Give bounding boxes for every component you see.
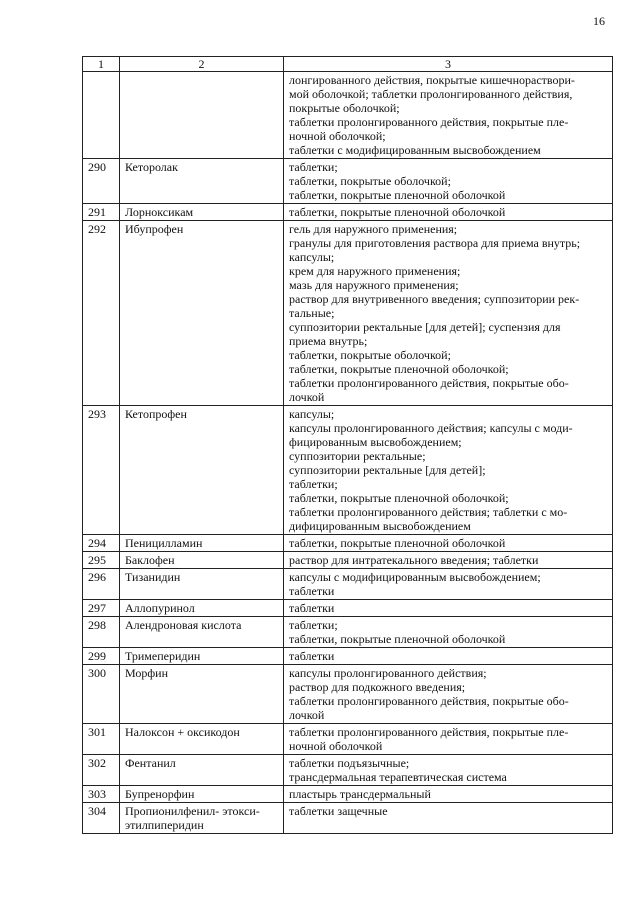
drug-name: Морфин xyxy=(120,665,284,724)
drug-name xyxy=(120,72,284,159)
dosage-form-line: таблетки пролонгированного действия, покрытые пле- xyxy=(289,725,569,739)
dosage-form-line: таблетки xyxy=(289,584,335,598)
row-number xyxy=(83,72,120,159)
dosage-forms xyxy=(284,665,613,724)
dosage-form-line: таблетки пролонгированного действия; таблетки с мо- xyxy=(289,505,568,519)
table-row xyxy=(83,648,613,665)
dosage-form-line: суппозитории ректальные [для детей]; xyxy=(289,463,486,477)
dosage-form-line: крем для наружного применения; xyxy=(289,264,461,278)
dosage-form-line xyxy=(289,818,609,832)
dosage-form-line: таблетки, покрытые оболочкой; xyxy=(289,174,451,188)
dosage-form-line: таблетки, покрытые пленочной оболочкой; xyxy=(289,491,509,505)
dosage-form-line: фицированным высвобождением; xyxy=(289,435,462,449)
drug-name: Аллопуринол xyxy=(120,600,284,617)
drug-name: Налоксон + оксикодон xyxy=(120,724,284,755)
row-number: 291 xyxy=(83,204,120,221)
dosage-form-line: покрытые оболочкой; xyxy=(289,101,400,115)
row-number: 290 xyxy=(83,159,120,204)
dosage-form-line: таблетки; xyxy=(289,477,338,491)
drug-name: Лорноксикам xyxy=(120,204,284,221)
table-row xyxy=(83,600,613,617)
drug-name: Пеницилламин xyxy=(120,535,284,552)
dosage-form-line: тальные; xyxy=(289,306,335,320)
dosage-form-line: капсулы; xyxy=(289,250,335,264)
drug-name: Фентанил xyxy=(120,755,284,786)
dosage-form-line: лонгированного действия, покрытые кишечнораствори- xyxy=(289,73,575,87)
dosage-form-line: таблетки пролонгированного действия, покрытые обо- xyxy=(289,694,569,708)
table-row xyxy=(83,221,613,406)
drug-name: Бупренорфин xyxy=(120,786,284,803)
row-number: 296 xyxy=(83,569,120,600)
table-row xyxy=(83,803,613,834)
dosage-forms xyxy=(284,803,613,834)
dosage-forms xyxy=(284,159,613,204)
table-body xyxy=(83,72,613,834)
dosage-form-line: таблетки пролонгированного действия, покрытые обо- xyxy=(289,376,569,390)
dosage-forms xyxy=(284,648,613,665)
table-row xyxy=(83,552,613,569)
dosage-forms xyxy=(284,204,613,221)
dosage-form-line: таблетки; xyxy=(289,618,338,632)
dosage-form-line: таблетки, покрытые оболочкой; xyxy=(289,348,451,362)
dosage-forms xyxy=(284,569,613,600)
dosage-form-line: таблетки, покрытые пленочной оболочкой xyxy=(289,536,506,550)
dosage-form-line: ночной оболочкой; xyxy=(289,129,386,143)
dosage-form-line: раствор для интратекального введения; таблетки xyxy=(289,553,539,567)
table-row xyxy=(83,786,613,803)
table-row xyxy=(83,755,613,786)
dosage-forms xyxy=(284,552,613,569)
table-row xyxy=(83,665,613,724)
dosage-form-line: дифицированным высвобождением xyxy=(289,519,471,533)
dosage-forms xyxy=(284,617,613,648)
table-row xyxy=(83,724,613,755)
dosage-forms xyxy=(284,535,613,552)
dosage-form-line: таблетки, покрытые пленочной оболочкой xyxy=(289,632,506,646)
dosage-forms xyxy=(284,72,613,159)
drug-name: Алендроновая кислота xyxy=(120,617,284,648)
row-number: 299 xyxy=(83,648,120,665)
column-header-1: 1 xyxy=(83,57,120,72)
dosage-form-line: мазь для наружного применения; xyxy=(289,278,459,292)
dosage-form-line: таблетки, покрытые пленочной оболочкой xyxy=(289,205,506,219)
dosage-form-line: таблетки; xyxy=(289,160,338,174)
dosage-form-line: капсулы пролонгированного действия; капсулы с моди- xyxy=(289,421,573,435)
drug-name: Тримеперидин xyxy=(120,648,284,665)
drug-name: Ибупрофен xyxy=(120,221,284,406)
drug-name: Кеторолак xyxy=(120,159,284,204)
dosage-form-line: ночной оболочкой xyxy=(289,739,383,753)
drug-name: Пропионилфенил- этокси- этилпиперидин xyxy=(120,803,284,834)
dosage-form-line: суппозитории ректальные; xyxy=(289,449,426,463)
drug-table xyxy=(82,56,613,834)
dosage-form-line: таблетки xyxy=(289,649,335,663)
dosage-form-line: лочкой xyxy=(289,708,325,722)
dosage-form-line: таблетки подъязычные; xyxy=(289,756,410,770)
dosage-form-line: таблетки xyxy=(289,601,335,615)
row-number: 302 xyxy=(83,755,120,786)
row-number: 304 xyxy=(83,803,120,834)
dosage-form-line: лочкой xyxy=(289,390,325,404)
column-header-2: 2 xyxy=(120,57,284,72)
row-number: 298 xyxy=(83,617,120,648)
dosage-form-line: раствор для внутривенного введения; суппозитории рек- xyxy=(289,292,580,306)
table-row xyxy=(83,406,613,535)
row-number: 293 xyxy=(83,406,120,535)
table-row xyxy=(83,617,613,648)
dosage-form-line: приема внутрь; xyxy=(289,334,368,348)
table-row xyxy=(83,204,613,221)
dosage-form-line: гранулы для приготовления раствора для приема внутрь; xyxy=(289,236,581,250)
dosage-form-line: пластырь трансдермальный xyxy=(289,787,431,801)
drug-name: Баклофен xyxy=(120,552,284,569)
row-number: 297 xyxy=(83,600,120,617)
dosage-form-line: трансдермальная терапевтическая система xyxy=(289,770,507,784)
dosage-form-line: таблетки, покрытые пленочной оболочкой xyxy=(289,188,506,202)
dosage-form-line: капсулы с модифицированным высвобождением; xyxy=(289,570,541,584)
table-row xyxy=(83,535,613,552)
row-number: 301 xyxy=(83,724,120,755)
row-number: 303 xyxy=(83,786,120,803)
table-header xyxy=(83,57,613,72)
dosage-form-line: таблетки, покрытые пленочной оболочкой; xyxy=(289,362,509,376)
drug-name: Тизанидин xyxy=(120,569,284,600)
row-number: 292 xyxy=(83,221,120,406)
dosage-forms xyxy=(284,755,613,786)
dosage-forms xyxy=(284,600,613,617)
dosage-form-line: гель для наружного применения; xyxy=(289,222,458,236)
dosage-form-line: таблетки защечные xyxy=(289,804,388,818)
dosage-form-line: капсулы; xyxy=(289,407,335,421)
row-number: 300 xyxy=(83,665,120,724)
dosage-forms xyxy=(284,406,613,535)
dosage-forms xyxy=(284,724,613,755)
row-number: 295 xyxy=(83,552,120,569)
table-row xyxy=(83,159,613,204)
column-header-3: 3 xyxy=(284,57,613,72)
dosage-form-line: мой оболочкой; таблетки пролонгированного действия, xyxy=(289,87,573,101)
dosage-forms xyxy=(284,786,613,803)
dosage-form-line: суппозитории ректальные [для детей]; суспензия для xyxy=(289,320,561,334)
dosage-form-line: раствор для подкожного введения; xyxy=(289,680,466,694)
row-number: 294 xyxy=(83,535,120,552)
dosage-forms xyxy=(284,221,613,406)
dosage-form-line: таблетки с модифицированным высвобождением xyxy=(289,143,541,157)
table-row xyxy=(83,72,613,159)
dosage-form-line: таблетки пролонгированного действия, покрытые пле- xyxy=(289,115,569,129)
dosage-form-line: капсулы пролонгированного действия; xyxy=(289,666,487,680)
drug-name: Кетопрофен xyxy=(120,406,284,535)
page-number: 16 xyxy=(593,14,605,28)
table-row xyxy=(83,569,613,600)
